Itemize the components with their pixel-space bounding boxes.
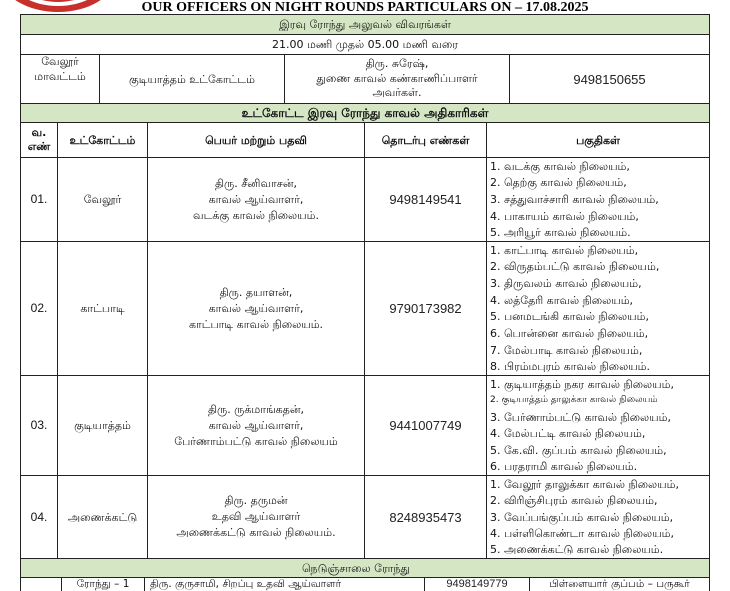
officer-station: காட்பாடி காவல் நிலையம். [188,317,324,331]
officer-station: பேர்ணாம்பட்டு காவல் நிலையம் [174,434,338,448]
area-item: 4. பாகாயம் காவல் நிலையம், [490,209,639,223]
officer-designation: உதவி ஆய்வாளர் [211,510,301,523]
area-item: 3. திருவலம் காவல் நிலையம், [490,277,642,291]
area-item: 5. கே.வி. குப்பம் காவல் நிலையம், [490,443,667,457]
district-cell [21,55,100,103]
row-sno: 04. [21,476,58,558]
page-title: OUR OFFICERS ON NIGHT ROUNDS PARTICULARS ON – 17.08.2025 [141,0,589,15]
officer-designation: காவல் ஆய்வாளர், [208,192,304,206]
officer-name: திரு. தயாளன், [219,285,293,299]
night-rounds-table [20,14,710,591]
highway-patrol-number: ரோந்து – 1 [62,578,145,591]
row-phone: 8248935473 [365,476,487,558]
area-item: 7. மேல்பாடி காவல் நிலையம், [490,343,643,357]
row-subdivision: அணைக்கட்டு [58,476,148,558]
row-subdivision: காட்பாடி [58,242,148,375]
table-row [21,242,709,376]
highway-area: பிள்ளையார் குப்பம் – பருகூர் [549,578,690,590]
officer-station: அணைக்கட்டு காவல் நிலையம். [176,526,336,539]
officer-designation: காவல் ஆய்வாளர், [208,301,304,315]
time-range-row [21,35,709,55]
col-header-sno [21,123,58,157]
row-subdivision: வேலூர் [58,158,148,241]
area-item: 4. மேல்பட்டி காவல் நிலையம், [490,427,646,441]
table-header-row [21,123,709,158]
area-item: 4. பள்ளிகொண்டா காவல் நிலையம், [490,526,674,540]
night-duty-banner [21,15,709,35]
area-item: 5. பனமடங்கி காவல் நிலையம், [490,310,649,324]
supervisor-phone: 9498150655 [573,71,646,87]
officer-designation: காவல் ஆய்வாளர், [208,418,304,432]
officer-name: திரு. சீனிவாசன், [215,176,297,190]
district-name: வேலூர் [41,55,79,68]
district-supervisor-row [21,55,709,104]
area-item: 8. பிரம்மபுரம் காவல் நிலையம். [490,360,650,374]
row-officer [148,476,365,558]
row-sno: 01. [21,158,58,241]
area-item: 2. குடியாத்தம் தாலுக்கா காவல் நிலையம் [490,395,658,406]
supervisor-subdivision: குடியாத்தம் உட்கோட்டம் [100,55,285,103]
area-item: 1. வடக்கு காவல் நிலையம், [490,159,630,173]
col-header-subdivision: உட்கோட்டம் [58,123,148,157]
area-item: 1. குடியாத்தம் நகர காவல் நிலையம், [490,377,674,391]
col-header-sno-line1: வ. [31,126,47,139]
district-label: மாவட்டம் [34,69,86,83]
area-item: 5. அணைக்கட்டு காவல் நிலையம். [490,543,664,557]
area-item: 2. தெற்கு காவல் நிலையம், [490,176,627,190]
col-header-sno-line2: எண் [27,140,51,153]
row-phone: 9498149541 [365,158,487,241]
table-row [21,158,709,242]
highway-phone: 9498149779 [425,578,530,591]
subdivision-officers-banner [21,104,709,123]
row-areas [487,376,709,475]
row-subdivision: குடியாத்தம் [58,376,148,475]
officer-station: வடக்கு காவல் நிலையம். [193,208,319,222]
area-item: 3. வேப்பங்குப்பம் காவல் நிலையம், [490,510,674,524]
row-officer [148,376,365,475]
section-title: உட்கோட்ட இரவு ரோந்து காவல் அதிகாரிகள் [241,105,489,120]
area-item: 3. சத்துவாச்சாரி காவல் நிலையம், [490,192,659,206]
area-item: 5. அரியூர் காவல் நிலையம். [490,226,631,240]
row-areas [487,476,709,558]
row-phone: 9790173982 [365,242,487,375]
row-sno: 02. [21,242,58,375]
row-phone: 9441007749 [365,376,487,475]
area-item: 1. காட்பாடி காவல் நிலையம், [490,243,639,257]
highway-patrol-banner [21,559,709,578]
col-header-areas: பகுதிகள் [576,133,620,147]
col-header-name-designation: பெயர் மற்றும் பதவி [148,123,365,157]
supervisor-honorific: அவர்கள். [372,86,422,100]
area-item: 2. விருதம்பட்டு காவல் நிலையம், [490,260,660,274]
area-item: 2. விரிஞ்சிபுரம் காவல் நிலையம், [490,494,658,508]
highway-sno [21,578,62,591]
highway-patrol-row [21,578,709,591]
highway-officer: திரு. குருசாமி, சிறப்பு உதவி ஆய்வாளர் [145,578,425,591]
area-item: 1. வேலூர் தாலுக்கா காவல் நிலையம், [490,477,679,491]
row-officer [148,158,365,241]
area-item: 6. பொன்னை காவல் நிலையம், [490,326,649,340]
supervisor-officer [285,55,510,103]
officer-name: திரு. தருமன் [224,494,288,507]
row-areas [487,158,709,241]
officer-name: திரு. ருக்மாங்கதன், [207,402,305,416]
area-item: 4. லத்தேரி காவல் நிலையம், [490,293,634,307]
row-officer [148,242,365,375]
time-range: 21.00 மணி முதல் 05.00 மணி வரை [271,38,459,51]
supervisor-name: திரு. சுரேஷ், [365,57,429,71]
area-item: 3. பேர்ணாம்பட்டு காவல் நிலையம், [490,410,671,424]
table-row [21,476,709,559]
row-areas [487,242,709,375]
table-row [21,376,709,476]
row-sno: 03. [21,376,58,475]
supervisor-designation: துணை காவல் கண்காணிப்பாளர் [316,71,478,85]
area-item: 6. பரதராமி காவல் நிலையம். [490,460,638,474]
night-duty-heading: இரவு ரோந்து அலுவல் விவரங்கள் [279,18,451,31]
highway-patrol-title: நெடுஞ்சாலை ரோந்து [302,561,410,575]
col-header-contact: தொடர்பு எண்கள் [365,123,487,157]
